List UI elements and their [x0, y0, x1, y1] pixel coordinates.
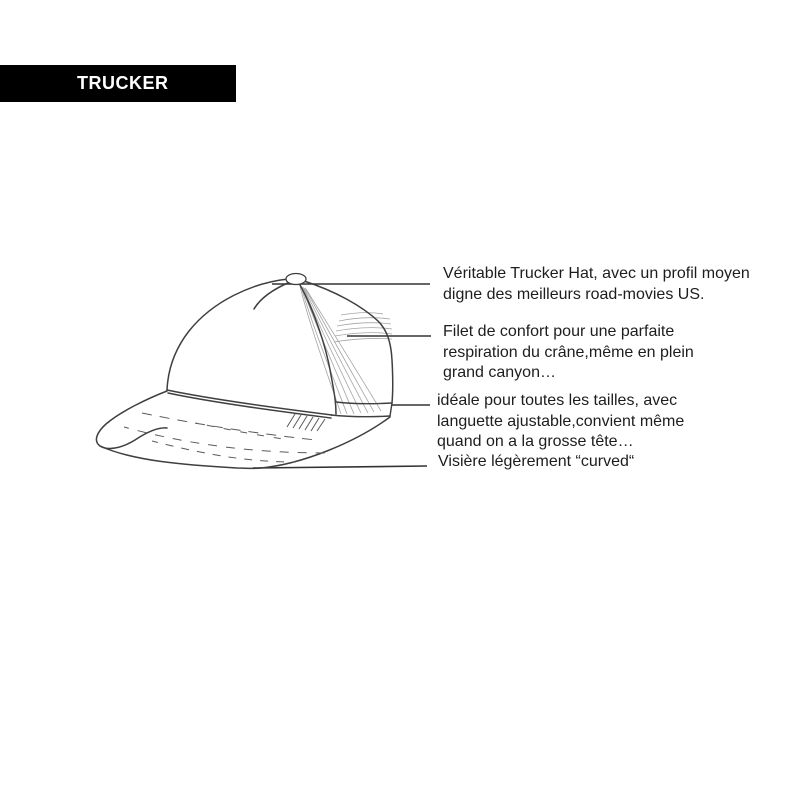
- hat-crown: [167, 279, 393, 414]
- annotation-crown-profile: [443, 264, 750, 305]
- visor-stitch-dashes: [124, 413, 327, 462]
- mesh-net-lines: [300, 286, 392, 414]
- annotation-visor: [438, 452, 634, 473]
- visor-curl: [96, 391, 167, 448]
- annotation-line: Visière légèrement “curved“: [438, 453, 635, 470]
- hat-button: [286, 274, 306, 285]
- connector-line-visor: [253, 466, 427, 468]
- front-seam: [254, 282, 290, 309]
- connector-lines: [253, 284, 431, 468]
- visor-bottom-edge: [100, 417, 390, 468]
- annotation-line: Filet de confort pour une parfaite: [443, 323, 675, 340]
- annotation-line: digne des meilleurs road-movies US.: [443, 285, 705, 303]
- annotation-line: grand canyon…: [443, 364, 556, 382]
- annotation-adjustable-strap: [437, 391, 684, 453]
- hat-visor: [96, 390, 390, 468]
- annotation-line: idéale pour toutes les tailles, avec: [437, 392, 678, 409]
- annotation-mesh-panel: [443, 322, 694, 384]
- annotation-line: quand on a la grosse tête…: [437, 433, 634, 451]
- visor-top-edge: [167, 390, 332, 415]
- visor-top-edge-inner: [168, 393, 331, 418]
- annotation-line: Véritable Trucker Hat, avec un profil moyen: [443, 265, 750, 282]
- size-band: [331, 402, 392, 417]
- annotation-line: languette ajustable,convient même: [437, 412, 685, 430]
- annotation-line: respiration du crâne,même en plein: [443, 343, 694, 361]
- banner-label: TRUCKER: [77, 73, 169, 93]
- crown-outline: [167, 279, 288, 390]
- mesh-outer-edge: [304, 281, 393, 403]
